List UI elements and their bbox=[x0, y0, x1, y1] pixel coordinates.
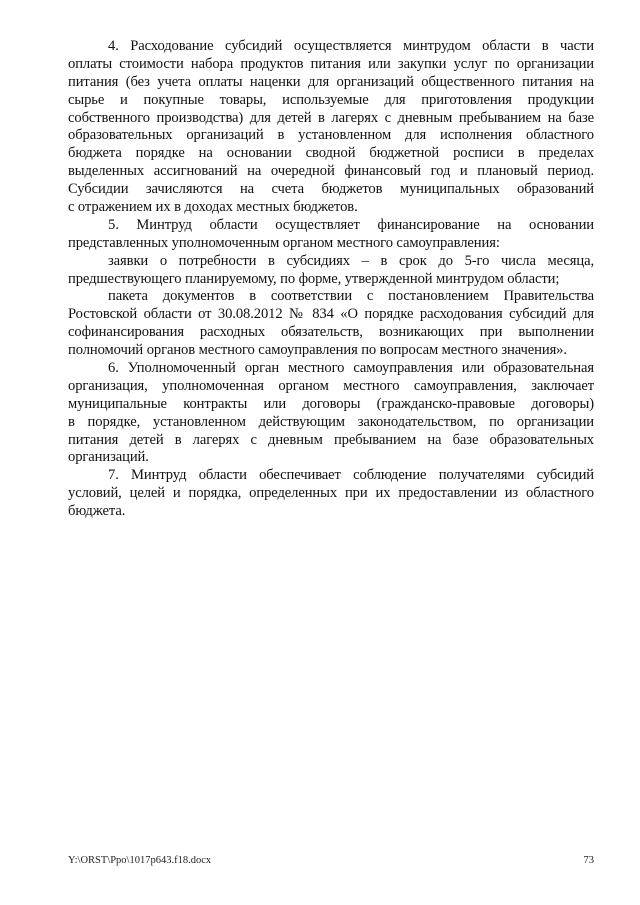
text-line: сырье и покупные товары, используемые для приготовления продукции bbox=[68, 91, 594, 108]
text-line: 7. Минтруд области обеспечивает соблюдение получателями субсидий bbox=[108, 467, 594, 484]
text-line: 5. Минтруд области осуществляет финансирование на основании bbox=[108, 216, 594, 233]
text-line: полномочий органов местного самоуправления по вопросам местного значения». bbox=[68, 342, 567, 359]
text-line: с отражением их в доходах местных бюджетов. bbox=[68, 199, 358, 216]
page-footer bbox=[68, 855, 594, 867]
text-line: в порядке, установленном действующим законодательством, по организации bbox=[68, 413, 594, 430]
text-line: представленных уполномоченным органом местного самоуправления: bbox=[68, 234, 500, 251]
text-line: выделенных ассигнований на очередной финансовый год и плановый период. bbox=[68, 163, 594, 180]
paragraph bbox=[68, 217, 594, 253]
text-line: собственного производства) для детей в лагерях с дневным пребыванием на базе bbox=[68, 109, 594, 126]
paragraph bbox=[68, 360, 594, 467]
document-body bbox=[68, 38, 594, 521]
text-line: питания детей в лагерях с дневным пребыванием на базе образовательных bbox=[68, 431, 594, 448]
text-line: 4. Расходование субсидий осуществляется минтрудом области в части bbox=[108, 38, 594, 54]
text-line: бюджета. bbox=[68, 503, 126, 520]
text-line: 6. Уполномоченный орган местного самоуправления или образовательная bbox=[108, 360, 594, 377]
text-line: оплаты стоимости набора продуктов питания или закупки услуг по организации bbox=[68, 55, 594, 72]
text-line: бюджета порядке на основании сводной бюджетной росписи в пределах bbox=[68, 145, 594, 162]
text-line: организаций. bbox=[68, 449, 149, 466]
text-line: образовательных организаций в установленном для исполнения областного bbox=[68, 127, 594, 144]
text-line: муниципальные контракты или договоры (гражданско-правовые договоры) bbox=[68, 395, 594, 412]
paragraph bbox=[68, 38, 594, 217]
text-line: организация, уполномоченная органом местного самоуправления, заключает bbox=[68, 377, 594, 394]
text-line: пакета документов в соответствии с постановлением Правительства bbox=[108, 288, 594, 305]
paragraph bbox=[68, 467, 594, 521]
text-line: заявки о потребности в субсидиях – в срок до 5-го числа месяца, bbox=[108, 252, 594, 269]
text-line: Ростовской области от 30.08.2012 № 834 «О порядке расходования субсидий для bbox=[68, 306, 594, 323]
text-line: софинансирования расходных обязательств, возникающих при выполнении bbox=[68, 324, 594, 341]
page-number: 73 bbox=[583, 855, 594, 866]
text-line: питания (без учета оплаты наценки для организаций общественного питания на bbox=[68, 73, 594, 90]
text-line: предшествующего планируемому, по форме, утвержденной минтрудом области; bbox=[68, 270, 560, 287]
paragraph bbox=[68, 288, 594, 360]
text-line: условий, целей и порядка, определенных при их предоставлении из областного bbox=[68, 485, 594, 502]
paragraph bbox=[68, 253, 594, 289]
text-line: Субсидии зачисляются на счета бюджетов муниципальных образований bbox=[68, 181, 594, 198]
footer-file-path: Y:\ORST\Ppo\1017p643.f18.docx bbox=[68, 855, 212, 866]
